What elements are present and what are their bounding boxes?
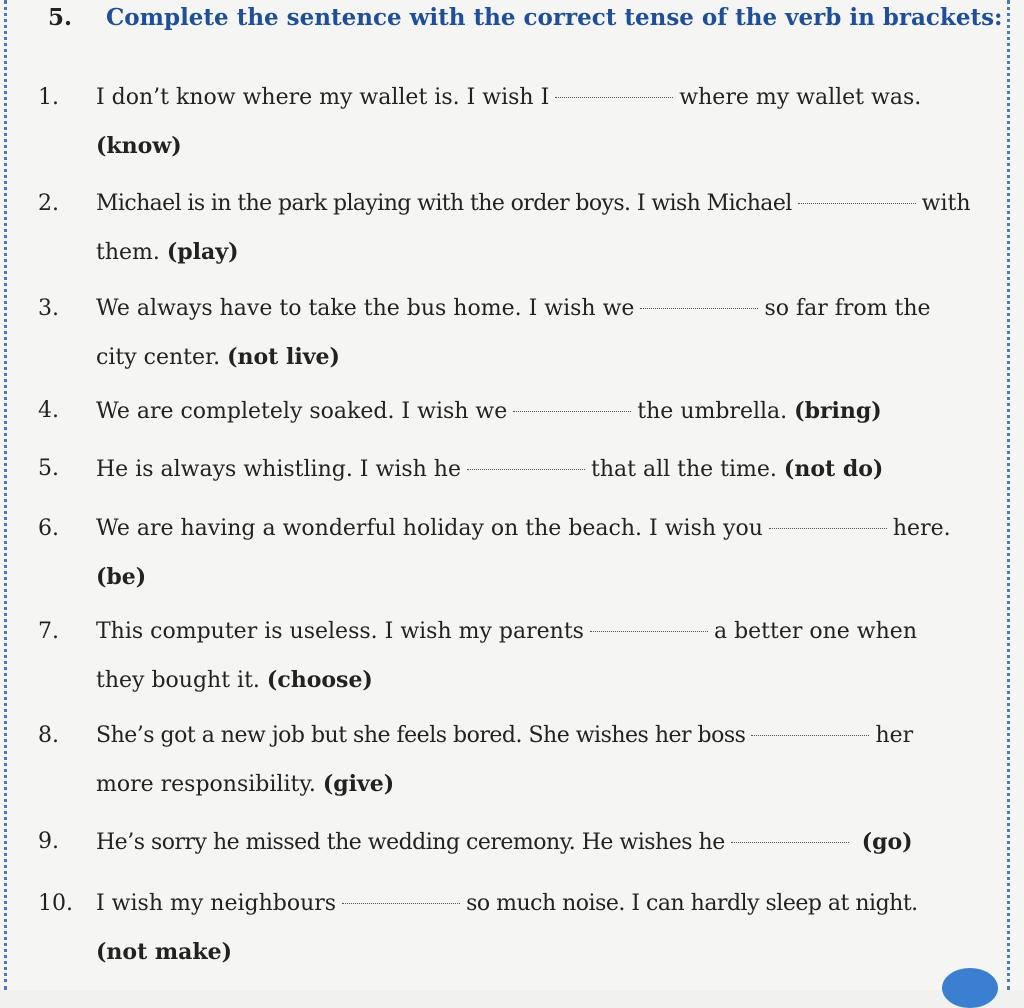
item-text: He is always whistling. I wish he [96,457,461,482]
verb-hint: (be) [96,564,147,590]
answer-blank[interactable] [798,202,916,204]
item-text: This computer is useless. I wish my parents [96,619,584,644]
left-dotted-border [4,0,7,990]
item-text-after: a better one when they bought it. [96,619,917,693]
exercise-item-4 [38,387,972,436]
exercise-item-5 [38,445,972,494]
exercise-heading [48,4,1003,31]
item-text: We are having a wonderful holiday on the beach. I wish you [96,516,763,541]
item-number: 7. [38,619,59,644]
verb-hint: (know) [96,133,182,159]
answer-blank[interactable] [731,841,849,843]
item-text-after: here. [892,516,951,541]
item-text-after: where my wallet was. [679,85,922,110]
exercise-number: 5. [48,4,73,31]
exercise-item-2 [38,180,972,277]
exercise-item-6 [38,505,972,602]
answer-blank[interactable] [590,630,708,632]
item-text: Michael is in the park playing with the order boys. I wish Michael [96,191,792,216]
item-text-after: so far from the city center. [96,296,931,370]
verb-hint: (not live) [227,344,340,370]
item-text: He’s sorry he missed the wedding ceremony. He wishes he [96,830,725,855]
item-text-after: with them. [96,191,971,265]
item-number: 2. [38,191,59,216]
item-text-after: the umbrella. [637,399,788,424]
item-number: 3. [38,296,59,321]
item-text: I wish my neighbours [96,891,337,916]
exercise-item-7 [38,608,972,705]
verb-hint: (not do) [783,456,884,482]
item-text: We always have to take the bus home. I wish we [96,296,635,321]
item-number: 4. [38,398,59,423]
answer-blank[interactable] [467,468,585,470]
item-text-after: that all the time. [591,457,777,482]
exercise-item-1 [38,74,972,171]
item-number: 6. [38,516,59,541]
page-corner-badge [942,968,998,1008]
answer-blank[interactable] [751,734,869,736]
exercise-item-3 [38,285,972,382]
answer-blank[interactable] [555,96,673,98]
item-number: 8. [38,723,59,748]
item-text-after: so much noise. I can hardly sleep at night. [466,891,918,916]
answer-blank[interactable] [513,410,631,412]
exercise-item-10 [38,880,972,977]
exercise-item-9 [38,818,972,867]
item-number: 9. [38,829,59,854]
item-number: 5. [38,456,59,481]
answer-blank[interactable] [342,902,460,904]
item-text: She’s got a new job but she feels bored. She wishes her boss [96,723,746,748]
exercise-instruction: Complete the sentence with the correct tense of the verb in brackets: [106,4,1003,31]
item-number: 10. [38,891,73,916]
item-number: 1. [38,85,59,110]
item-text-after: her more responsibility. [96,723,914,797]
verb-hint: (play) [166,239,239,265]
item-text: We are completely soaked. I wish we [96,399,508,424]
verb-hint: (choose) [266,667,373,693]
answer-blank[interactable] [640,307,758,309]
right-dotted-border [1007,0,1010,990]
answer-blank[interactable] [769,527,887,529]
verb-hint: (not make) [96,939,233,965]
item-text: I don’t know where my wallet is. I wish I [96,85,550,110]
verb-hint: (give) [322,771,395,797]
verb-hint: (bring) [794,398,882,424]
exercise-item-8 [38,712,972,809]
verb-hint: (go) [861,829,913,855]
